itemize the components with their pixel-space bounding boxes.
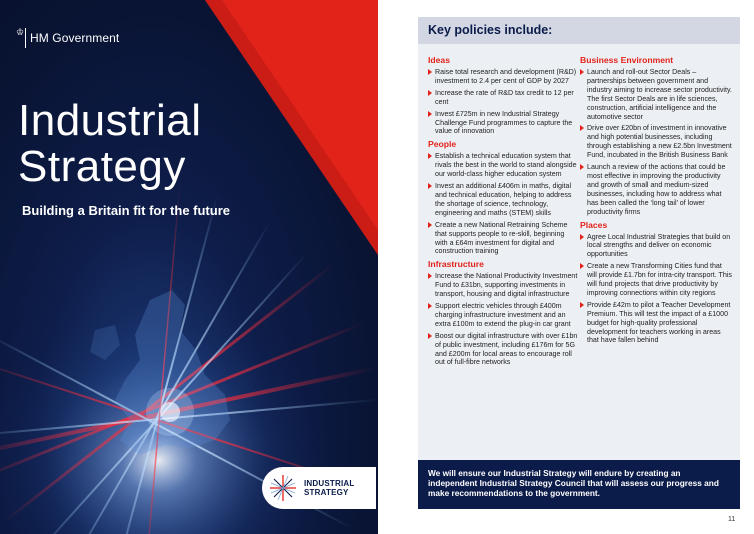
royal-crest-icon: ♔ — [16, 28, 26, 48]
triangle-bullet-icon — [580, 302, 584, 308]
section-title: Business Environment — [580, 55, 674, 65]
policy-item — [428, 302, 578, 329]
policy-item-text: Boost our digital infrastructure with over £1bn of public investment, including £176m for 5G and £200m for local areas to encourage roll out of full-fibre networks — [435, 331, 578, 367]
triangle-bullet-icon — [580, 69, 584, 75]
cover-title — [18, 98, 278, 190]
policies-column-right — [580, 55, 732, 348]
triangle-bullet-icon — [428, 69, 432, 75]
triangle-bullet-icon — [428, 273, 432, 279]
policy-list — [580, 233, 732, 346]
policy-item-text: Invest an additional £406m in maths, digital and technical education, helping to address the shortage of science, technology, engineering and maths (STEM) skills — [435, 182, 572, 217]
badge-line-1: INDUSTRIAL — [304, 479, 355, 488]
policy-item — [428, 272, 578, 299]
policy-item-text: Drive over £20bn of investment in innovative and high potential businesses, including through establishing a new £2.5bn Investment Fund, incubated in the British Business Bank — [587, 124, 732, 160]
title-line-2: Strategy — [18, 142, 186, 191]
policy-list — [580, 68, 732, 217]
policy-item-text: Support electric vehicles through £400m charging infrastructure investment and an extra £100m to extend the plug-in car grant — [435, 302, 571, 328]
policy-item — [580, 301, 732, 346]
key-policies-panel — [418, 17, 740, 460]
section-title: Places — [580, 219, 608, 230]
triangle-bullet-icon — [580, 125, 584, 131]
policy-item — [428, 152, 578, 179]
policy-item — [580, 124, 732, 160]
triangle-bullet-icon — [428, 333, 432, 339]
policy-item — [428, 221, 578, 257]
policy-item — [428, 68, 578, 86]
hm-government-logo — [16, 28, 119, 48]
policy-item-text: Provide £42m to pilot a Teacher Development Premium. This will test the impact of a £1000 budget for high-quality professional development for teachers working in areas that have fallen behind — [587, 300, 731, 345]
section-title: People — [428, 139, 457, 150]
triangle-bullet-icon — [580, 164, 584, 170]
page-number: 11 — [728, 516, 736, 523]
triangle-bullet-icon — [580, 263, 584, 269]
badge-text — [304, 479, 354, 497]
triangle-bullet-icon — [580, 234, 584, 240]
policy-item-text: Invest £725m in new Industrial Strategy Challenge Fund programmes to capture the value of innovation — [435, 109, 573, 136]
policy-item — [428, 332, 578, 368]
policy-item — [580, 233, 732, 260]
title-line-1: Industrial — [18, 96, 202, 145]
starburst-logo-icon — [268, 473, 298, 503]
policies-column-left — [428, 55, 578, 370]
section-title: Ideas — [428, 55, 450, 65]
policy-item-text: Launch a review of the actions that could be most effective in improving the productivity and growth of small and medium-sized businesses, including how to address what has been called the ‘long tail’ of lower productivity firms — [587, 163, 726, 216]
policy-item-text: Increase the rate of R&D tax credit to 12 per cent — [435, 88, 574, 106]
policy-item — [428, 89, 578, 107]
triangle-bullet-icon — [428, 111, 432, 117]
policy-item-text: Create a new National Retraining Scheme that supports people to re-skill, beginning with a £64m investment for digital and construction training — [435, 220, 568, 256]
policy-item-text: Increase the National Productivity Investment Fund to £31bn, supporting investments in transport, housing and digital infrastructure — [435, 272, 578, 299]
section-title: Infrastructure — [428, 259, 484, 270]
triangle-bullet-icon — [428, 222, 432, 228]
industrial-strategy-badge — [262, 467, 376, 509]
policies-page — [378, 0, 754, 534]
key-policies-heading: Key policies include: — [418, 17, 740, 44]
triangle-bullet-icon — [428, 153, 432, 159]
government-name: HM Government — [30, 31, 120, 45]
policy-item — [580, 262, 732, 298]
policy-item-text: Create a new Transforming Cities fund that will provide £1.7bn for intra-city transport. This will fund projects that drive productivity by improving connections within city regions — [587, 262, 732, 297]
policy-list — [428, 68, 578, 136]
policy-item-text: Raise total research and development (R&D) investment to 2.4 per cent of GDP by 2027 — [435, 68, 577, 85]
policy-item-text: Launch and roll-out Sector Deals – partnerships between government and industry aiming to increase sector productivity. The first Sector Deals are in life sciences, construction, artificial intelligence and the automotive sector — [587, 68, 732, 121]
cover-subtitle: Building a Britain fit for the future — [22, 203, 230, 218]
policy-item — [580, 68, 732, 121]
policy-list — [428, 152, 578, 256]
policy-item — [580, 163, 732, 216]
triangle-bullet-icon — [428, 183, 432, 189]
triangle-bullet-icon — [428, 90, 432, 96]
policy-item — [428, 182, 578, 218]
badge-line-2: STRATEGY — [304, 488, 349, 497]
policy-item-text: Establish a technical education system that rivals the best in the world to stand alongside our world-class higher education system — [435, 152, 577, 179]
policy-item-text: Agree Local Industrial Strategies that build on local strengths and deliver on economic opportunities — [587, 232, 731, 259]
policy-item — [428, 110, 578, 137]
policy-list — [428, 272, 578, 367]
triangle-bullet-icon — [428, 303, 432, 309]
summary-statement: We will ensure our Industrial Strategy will endure by creating an independent Industrial Strategy Council that will assess our progress and make recommendations to the government. — [418, 460, 740, 509]
